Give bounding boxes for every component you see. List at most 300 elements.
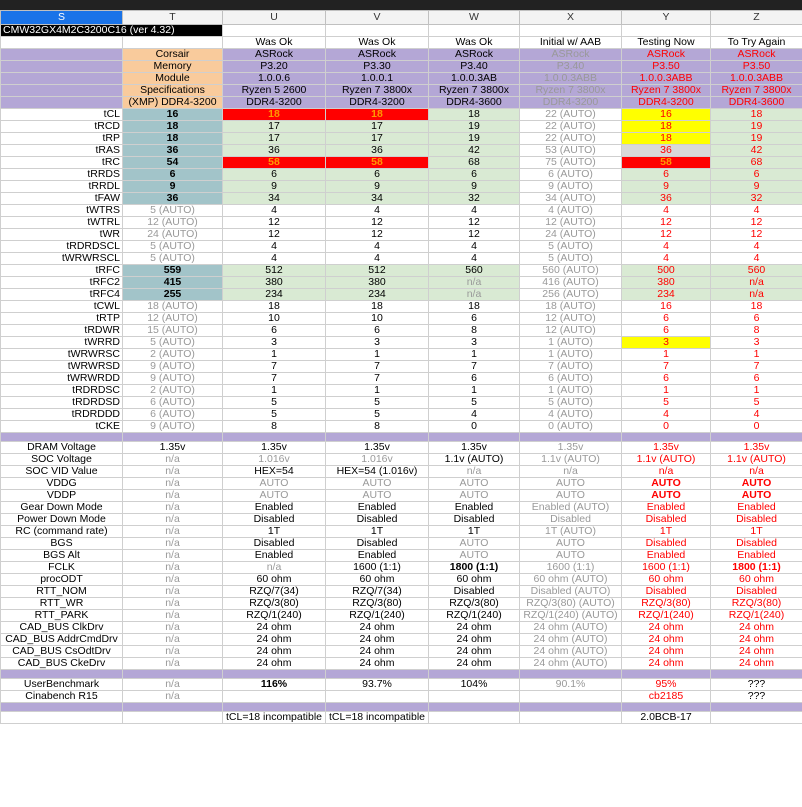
cell[interactable]: tRFC4 bbox=[1, 289, 123, 301]
cell[interactable]: 4 (AUTO) bbox=[520, 205, 622, 217]
cell[interactable]: 4 bbox=[223, 241, 326, 253]
cell[interactable]: 60 ohm bbox=[622, 574, 711, 586]
cell[interactable]: 18 bbox=[326, 109, 429, 121]
cell[interactable]: 24 ohm bbox=[711, 658, 802, 670]
cell[interactable]: 9 bbox=[223, 181, 326, 193]
cell[interactable]: 1.35v bbox=[326, 442, 429, 454]
spreadsheet-grid[interactable] bbox=[0, 10, 802, 724]
cell[interactable] bbox=[1, 712, 123, 724]
cell[interactable]: 18 bbox=[223, 301, 326, 313]
cell[interactable]: 1.0.0.3ABB bbox=[711, 73, 802, 85]
cell[interactable]: 1.0.0.3AB bbox=[429, 73, 520, 85]
cell[interactable]: 36 bbox=[622, 145, 711, 157]
cell[interactable] bbox=[326, 703, 429, 712]
cell[interactable]: RZQ/7(34) bbox=[326, 586, 429, 598]
cell[interactable]: RZQ/3(80) bbox=[326, 598, 429, 610]
cell[interactable]: n/a bbox=[123, 658, 223, 670]
cell[interactable] bbox=[429, 25, 520, 37]
cell[interactable]: Disabled bbox=[622, 538, 711, 550]
cell[interactable]: 12 (AUTO) bbox=[520, 313, 622, 325]
cell[interactable]: 16 bbox=[123, 109, 223, 121]
cell[interactable]: BGS Alt bbox=[1, 550, 123, 562]
cell[interactable]: 18 bbox=[429, 301, 520, 313]
cell[interactable]: 17 bbox=[326, 121, 429, 133]
cell[interactable]: 9 (AUTO) bbox=[520, 181, 622, 193]
cell[interactable]: Disabled bbox=[223, 538, 326, 550]
cell[interactable]: 16 bbox=[622, 301, 711, 313]
cell[interactable]: tWTRL bbox=[1, 217, 123, 229]
cell[interactable]: n/a bbox=[429, 289, 520, 301]
cell[interactable]: Enabled bbox=[223, 550, 326, 562]
cell[interactable]: RTT_WR bbox=[1, 598, 123, 610]
cell[interactable]: CAD_BUS ClkDrv bbox=[1, 622, 123, 634]
cell[interactable]: SOC VID Value bbox=[1, 466, 123, 478]
cell[interactable]: tRRDL bbox=[1, 181, 123, 193]
cell[interactable]: Power Down Mode bbox=[1, 514, 123, 526]
cell[interactable]: VDDG bbox=[1, 478, 123, 490]
cell[interactable]: Enabled bbox=[223, 502, 326, 514]
column-header-v[interactable]: V bbox=[326, 11, 429, 25]
cell[interactable]: 24 ohm bbox=[429, 622, 520, 634]
cell[interactable]: BGS bbox=[1, 538, 123, 550]
cell[interactable]: 6 bbox=[429, 373, 520, 385]
cell[interactable]: n/a bbox=[123, 691, 223, 703]
cell[interactable]: tRFC2 bbox=[1, 277, 123, 289]
cell[interactable]: 7 bbox=[711, 361, 802, 373]
cell[interactable]: 512 bbox=[223, 265, 326, 277]
cell[interactable]: Gear Down Mode bbox=[1, 502, 123, 514]
cell[interactable]: 12 (AUTO) bbox=[123, 313, 223, 325]
cell[interactable]: CAD_BUS AddrCmdDrv bbox=[1, 634, 123, 646]
cell[interactable]: 7 bbox=[326, 373, 429, 385]
cell[interactable]: Ryzen 7 3800x bbox=[711, 85, 802, 97]
cell[interactable]: Cinabench R15 bbox=[1, 691, 123, 703]
cell[interactable]: 7 (AUTO) bbox=[520, 361, 622, 373]
cell[interactable]: Enabled bbox=[429, 502, 520, 514]
cell[interactable]: n/a bbox=[711, 277, 802, 289]
cell[interactable]: n/a bbox=[123, 586, 223, 598]
cell[interactable]: 5 bbox=[223, 397, 326, 409]
cell[interactable]: n/a bbox=[711, 289, 802, 301]
cell[interactable]: 24 ohm bbox=[711, 646, 802, 658]
cell[interactable]: 5 (AUTO) bbox=[123, 253, 223, 265]
cell[interactable] bbox=[123, 712, 223, 724]
column-header-z[interactable]: Z bbox=[711, 11, 802, 25]
cell[interactable]: RZQ/7(34) bbox=[223, 586, 326, 598]
cell[interactable]: 1600 (1:1) bbox=[520, 562, 622, 574]
cell[interactable]: n/a bbox=[123, 634, 223, 646]
cell[interactable]: 9 bbox=[123, 181, 223, 193]
cell[interactable]: 6 (AUTO) bbox=[123, 397, 223, 409]
cell[interactable]: P3.40 bbox=[520, 61, 622, 73]
cell[interactable]: 255 bbox=[123, 289, 223, 301]
cell[interactable]: 1 bbox=[711, 385, 802, 397]
cell[interactable]: AUTO bbox=[429, 550, 520, 562]
cell[interactable]: FCLK bbox=[1, 562, 123, 574]
cell[interactable]: RZQ/3(80) bbox=[711, 598, 802, 610]
cell[interactable]: tWRWRSC bbox=[1, 349, 123, 361]
cell[interactable] bbox=[326, 691, 429, 703]
cell[interactable]: 380 bbox=[622, 277, 711, 289]
cell[interactable]: 9 bbox=[326, 181, 429, 193]
cell[interactable]: 24 ohm bbox=[223, 646, 326, 658]
cell[interactable]: 12 bbox=[223, 217, 326, 229]
cell[interactable]: 6 bbox=[711, 373, 802, 385]
cell[interactable]: RZQ/3(80) bbox=[223, 598, 326, 610]
cell[interactable]: 6 bbox=[326, 325, 429, 337]
cell[interactable]: RZQ/3(80) (AUTO) bbox=[520, 598, 622, 610]
cell[interactable]: n/a bbox=[123, 598, 223, 610]
column-header-s[interactable]: S bbox=[1, 11, 123, 25]
cell[interactable]: AUTO bbox=[711, 490, 802, 502]
cell[interactable]: RZQ/1(240) (AUTO) bbox=[520, 610, 622, 622]
cell[interactable] bbox=[711, 433, 802, 442]
column-header-y[interactable]: Y bbox=[622, 11, 711, 25]
cell[interactable]: n/a bbox=[123, 478, 223, 490]
cell[interactable]: 3 bbox=[429, 337, 520, 349]
cell[interactable]: 24 ohm bbox=[326, 646, 429, 658]
cell[interactable]: 58 bbox=[223, 157, 326, 169]
cell[interactable]: 5 (AUTO) bbox=[123, 205, 223, 217]
cell[interactable]: n/a bbox=[123, 562, 223, 574]
cell[interactable]: 1T bbox=[223, 526, 326, 538]
cell[interactable]: 5 bbox=[711, 397, 802, 409]
cell[interactable]: 24 ohm (AUTO) bbox=[520, 658, 622, 670]
cell[interactable]: 7 bbox=[223, 373, 326, 385]
cell[interactable]: 5 (AUTO) bbox=[123, 337, 223, 349]
cell[interactable]: n/a bbox=[123, 622, 223, 634]
cell[interactable]: Enabled bbox=[711, 502, 802, 514]
cell[interactable]: 24 (AUTO) bbox=[520, 229, 622, 241]
cell[interactable]: tRDRDSCL bbox=[1, 241, 123, 253]
cell[interactable]: 3 bbox=[223, 337, 326, 349]
cell[interactable] bbox=[1, 433, 123, 442]
cell[interactable]: 2 (AUTO) bbox=[123, 385, 223, 397]
cell[interactable] bbox=[1, 97, 123, 109]
cell[interactable]: 4 bbox=[622, 205, 711, 217]
cell[interactable] bbox=[223, 433, 326, 442]
cell[interactable]: 6 bbox=[223, 325, 326, 337]
cell[interactable] bbox=[123, 433, 223, 442]
cell[interactable]: 68 bbox=[429, 157, 520, 169]
cell[interactable]: 18 bbox=[429, 109, 520, 121]
cell[interactable] bbox=[326, 433, 429, 442]
cell[interactable]: tRCD bbox=[1, 121, 123, 133]
cell[interactable]: 18 bbox=[622, 121, 711, 133]
cell[interactable]: SOC Voltage bbox=[1, 454, 123, 466]
cell[interactable]: Enabled bbox=[622, 502, 711, 514]
cell[interactable]: 500 bbox=[622, 265, 711, 277]
cell[interactable]: Ryzen 7 3800x bbox=[520, 85, 622, 97]
cell[interactable]: CAD_BUS CsOdtDrv bbox=[1, 646, 123, 658]
cell[interactable]: 6 bbox=[711, 169, 802, 181]
cell[interactable]: 18 (AUTO) bbox=[520, 301, 622, 313]
cell[interactable]: 6 bbox=[429, 169, 520, 181]
cell[interactable]: 4 bbox=[223, 205, 326, 217]
cell[interactable]: 5 bbox=[326, 409, 429, 421]
cell[interactable]: tRFC bbox=[1, 265, 123, 277]
cell[interactable]: 6 bbox=[326, 169, 429, 181]
cell[interactable]: 1T (AUTO) bbox=[520, 526, 622, 538]
cell[interactable]: DDR4-3600 bbox=[711, 97, 802, 109]
cell[interactable]: 24 ohm bbox=[429, 658, 520, 670]
cell[interactable]: 12 bbox=[429, 229, 520, 241]
cell[interactable]: Enabled (AUTO) bbox=[520, 502, 622, 514]
cell[interactable]: Disabled bbox=[429, 514, 520, 526]
cell[interactable]: 1.1v (AUTO) bbox=[520, 454, 622, 466]
cell[interactable]: tWRRD bbox=[1, 337, 123, 349]
cell[interactable]: 18 bbox=[622, 133, 711, 145]
cell[interactable]: Enabled bbox=[622, 550, 711, 562]
cell[interactable]: tCL bbox=[1, 109, 123, 121]
cell[interactable] bbox=[520, 670, 622, 679]
cell[interactable]: Specifications bbox=[123, 85, 223, 97]
cell[interactable] bbox=[223, 25, 326, 37]
cell[interactable]: 24 ohm bbox=[622, 634, 711, 646]
cell[interactable]: tRDRDSD bbox=[1, 397, 123, 409]
cell[interactable]: 380 bbox=[223, 277, 326, 289]
cell[interactable]: 19 bbox=[429, 133, 520, 145]
cell[interactable] bbox=[123, 670, 223, 679]
cell[interactable] bbox=[711, 703, 802, 712]
cell[interactable]: n/a bbox=[123, 679, 223, 691]
cell[interactable]: 12 (AUTO) bbox=[123, 217, 223, 229]
cell[interactable]: 17 bbox=[223, 121, 326, 133]
cell[interactable]: AUTO bbox=[622, 478, 711, 490]
cell[interactable]: 12 bbox=[711, 217, 802, 229]
cell[interactable]: AUTO bbox=[326, 478, 429, 490]
cell[interactable]: n/a bbox=[123, 490, 223, 502]
cell[interactable]: 24 ohm bbox=[223, 658, 326, 670]
cell[interactable]: 0 bbox=[429, 421, 520, 433]
cell[interactable]: Enabled bbox=[711, 550, 802, 562]
cell[interactable]: 116% bbox=[223, 679, 326, 691]
cell[interactable]: tCWL bbox=[1, 301, 123, 313]
cell[interactable]: 1T bbox=[711, 526, 802, 538]
cell[interactable]: tRC bbox=[1, 157, 123, 169]
cell[interactable]: DDR4-3200 bbox=[326, 97, 429, 109]
cell[interactable]: tCL=18 incompatible bbox=[223, 712, 326, 724]
cell[interactable]: 8 bbox=[223, 421, 326, 433]
cell[interactable]: 22 (AUTO) bbox=[520, 109, 622, 121]
cell[interactable]: HEX=54 bbox=[223, 466, 326, 478]
cell[interactable] bbox=[123, 37, 223, 49]
cell[interactable]: 12 bbox=[622, 229, 711, 241]
cell[interactable] bbox=[520, 712, 622, 724]
cell[interactable] bbox=[223, 670, 326, 679]
cell[interactable]: 60 ohm bbox=[711, 574, 802, 586]
cell[interactable]: 1.1v (AUTO) bbox=[622, 454, 711, 466]
cell[interactable]: 18 bbox=[223, 109, 326, 121]
cell[interactable]: 6 (AUTO) bbox=[123, 409, 223, 421]
cell[interactable]: 4 bbox=[622, 253, 711, 265]
cell[interactable]: 1 (AUTO) bbox=[520, 337, 622, 349]
cell[interactable]: Was Ok bbox=[223, 37, 326, 49]
cell[interactable]: 8 bbox=[711, 325, 802, 337]
cell[interactable]: 9 bbox=[429, 181, 520, 193]
cell[interactable]: 24 ohm (AUTO) bbox=[520, 622, 622, 634]
cell[interactable]: (XMP) DDR4-3200 bbox=[123, 97, 223, 109]
cell[interactable]: 34 bbox=[223, 193, 326, 205]
cell[interactable]: 9 bbox=[622, 181, 711, 193]
cell[interactable]: 4 (AUTO) bbox=[520, 409, 622, 421]
cell[interactable]: 104% bbox=[429, 679, 520, 691]
cell[interactable]: 3 bbox=[326, 337, 429, 349]
cell[interactable]: 12 bbox=[326, 217, 429, 229]
cell[interactable]: RZQ/1(240) bbox=[326, 610, 429, 622]
cell[interactable]: RZQ/3(80) bbox=[429, 598, 520, 610]
cell[interactable]: 1.35v bbox=[223, 442, 326, 454]
cell[interactable]: 559 bbox=[123, 265, 223, 277]
cell[interactable]: 512 bbox=[326, 265, 429, 277]
cell[interactable]: HEX=54 (1.016v) bbox=[326, 466, 429, 478]
cell[interactable]: 8 bbox=[429, 325, 520, 337]
cell[interactable]: 2.0BCB-17 bbox=[622, 712, 711, 724]
cell[interactable]: RZQ/1(240) bbox=[429, 610, 520, 622]
cell[interactable]: n/a bbox=[123, 610, 223, 622]
cell[interactable]: ASRock bbox=[622, 49, 711, 61]
cell[interactable]: P3.40 bbox=[429, 61, 520, 73]
cell[interactable]: 12 bbox=[429, 217, 520, 229]
cell[interactable]: 6 (AUTO) bbox=[520, 373, 622, 385]
cell[interactable]: 34 (AUTO) bbox=[520, 193, 622, 205]
cell[interactable]: Ryzen 7 3800x bbox=[429, 85, 520, 97]
cell[interactable]: ??? bbox=[711, 691, 802, 703]
cell[interactable]: 4 bbox=[711, 409, 802, 421]
cell[interactable]: 36 bbox=[622, 193, 711, 205]
cell[interactable]: Was Ok bbox=[326, 37, 429, 49]
cell[interactable]: 7 bbox=[223, 361, 326, 373]
cell[interactable]: 1.016v bbox=[223, 454, 326, 466]
cell[interactable]: 32 bbox=[711, 193, 802, 205]
cell[interactable]: 60 ohm bbox=[223, 574, 326, 586]
cell[interactable]: 54 bbox=[123, 157, 223, 169]
cell[interactable]: 5 bbox=[326, 397, 429, 409]
cell[interactable]: 3 bbox=[711, 337, 802, 349]
cell[interactable]: 24 (AUTO) bbox=[123, 229, 223, 241]
cell[interactable]: 6 bbox=[123, 169, 223, 181]
cell[interactable]: AUTO bbox=[711, 478, 802, 490]
cell[interactable]: tRDRDDD bbox=[1, 409, 123, 421]
cell[interactable]: 7 bbox=[326, 361, 429, 373]
cell[interactable]: 4 bbox=[429, 253, 520, 265]
cell[interactable]: 7 bbox=[429, 361, 520, 373]
cell[interactable]: DDR4-3200 bbox=[520, 97, 622, 109]
cell[interactable]: n/a bbox=[123, 538, 223, 550]
cell[interactable]: 4 bbox=[622, 241, 711, 253]
cell[interactable]: 380 bbox=[326, 277, 429, 289]
cell[interactable]: tWRWRSCL bbox=[1, 253, 123, 265]
cell[interactable] bbox=[429, 691, 520, 703]
column-header-x[interactable]: X bbox=[520, 11, 622, 25]
cell[interactable] bbox=[223, 691, 326, 703]
cell[interactable]: 60 ohm bbox=[326, 574, 429, 586]
cell[interactable]: 1T bbox=[429, 526, 520, 538]
cell[interactable]: UserBenchmark bbox=[1, 679, 123, 691]
cell[interactable]: 1 bbox=[429, 385, 520, 397]
cell[interactable]: tFAW bbox=[1, 193, 123, 205]
cell[interactable]: 9 (AUTO) bbox=[123, 361, 223, 373]
cell[interactable]: AUTO bbox=[223, 490, 326, 502]
cell[interactable]: ASRock bbox=[223, 49, 326, 61]
cell[interactable]: Initial w/ AAB bbox=[520, 37, 622, 49]
cell[interactable]: 1 bbox=[622, 385, 711, 397]
cell[interactable]: 1 bbox=[326, 349, 429, 361]
cell[interactable]: 32 bbox=[429, 193, 520, 205]
cell[interactable]: 18 bbox=[123, 121, 223, 133]
cell[interactable]: 12 (AUTO) bbox=[520, 217, 622, 229]
cell[interactable]: 18 (AUTO) bbox=[123, 301, 223, 313]
cell[interactable]: n/a bbox=[520, 466, 622, 478]
cell[interactable]: 19 bbox=[711, 121, 802, 133]
cell[interactable]: 234 bbox=[622, 289, 711, 301]
cell[interactable]: DDR4-3600 bbox=[429, 97, 520, 109]
cell[interactable]: 19 bbox=[429, 121, 520, 133]
cell[interactable]: 17 bbox=[223, 133, 326, 145]
cell[interactable]: 234 bbox=[326, 289, 429, 301]
cell[interactable]: n/a bbox=[622, 466, 711, 478]
cell[interactable]: 1 bbox=[326, 385, 429, 397]
cell[interactable]: 24 ohm bbox=[429, 634, 520, 646]
cell[interactable]: Memory bbox=[123, 61, 223, 73]
cell[interactable]: Module bbox=[123, 73, 223, 85]
cell[interactable]: Disabled bbox=[622, 586, 711, 598]
cell[interactable]: n/a bbox=[123, 502, 223, 514]
cell[interactable] bbox=[622, 25, 711, 37]
cell[interactable]: 5 bbox=[622, 397, 711, 409]
cell[interactable]: 1.0.0.3ABB bbox=[622, 73, 711, 85]
cell[interactable]: tRTP bbox=[1, 313, 123, 325]
cell[interactable]: Disabled bbox=[711, 586, 802, 598]
cell[interactable]: Disabled bbox=[520, 514, 622, 526]
cell[interactable]: n/a bbox=[123, 550, 223, 562]
cell[interactable]: 22 (AUTO) bbox=[520, 121, 622, 133]
cell[interactable]: RC (command rate) bbox=[1, 526, 123, 538]
cell[interactable]: 5 bbox=[223, 409, 326, 421]
cell[interactable]: 1.35v bbox=[622, 442, 711, 454]
cell[interactable]: 4 bbox=[711, 253, 802, 265]
cell[interactable]: 12 (AUTO) bbox=[520, 325, 622, 337]
cell[interactable] bbox=[622, 670, 711, 679]
cell[interactable]: 34 bbox=[326, 193, 429, 205]
cell[interactable]: 68 bbox=[711, 157, 802, 169]
cell[interactable]: 4 bbox=[326, 241, 429, 253]
cell[interactable]: 9 (AUTO) bbox=[123, 421, 223, 433]
cell[interactable]: 6 bbox=[622, 325, 711, 337]
cell[interactable]: 1.0.0.6 bbox=[223, 73, 326, 85]
cell[interactable]: P3.50 bbox=[711, 61, 802, 73]
cell[interactable]: Enabled bbox=[326, 502, 429, 514]
cell[interactable]: 1 bbox=[711, 349, 802, 361]
cell[interactable]: RZQ/1(240) bbox=[711, 610, 802, 622]
cell[interactable]: 6 bbox=[429, 313, 520, 325]
cell[interactable]: 560 bbox=[429, 265, 520, 277]
cell[interactable]: 42 bbox=[429, 145, 520, 157]
cell[interactable]: 36 bbox=[223, 145, 326, 157]
cell[interactable]: VDDP bbox=[1, 490, 123, 502]
cell[interactable]: Ryzen 7 3800x bbox=[622, 85, 711, 97]
cell[interactable]: RZQ/3(80) bbox=[622, 598, 711, 610]
cell[interactable] bbox=[711, 712, 802, 724]
cell[interactable]: AUTO bbox=[520, 490, 622, 502]
cell[interactable]: n/a bbox=[123, 466, 223, 478]
cell[interactable]: 4 bbox=[711, 241, 802, 253]
cell[interactable]: Disabled bbox=[711, 538, 802, 550]
cell[interactable]: 93.7% bbox=[326, 679, 429, 691]
cell[interactable] bbox=[123, 703, 223, 712]
cell[interactable]: 12 bbox=[711, 229, 802, 241]
cell[interactable]: ASRock bbox=[711, 49, 802, 61]
